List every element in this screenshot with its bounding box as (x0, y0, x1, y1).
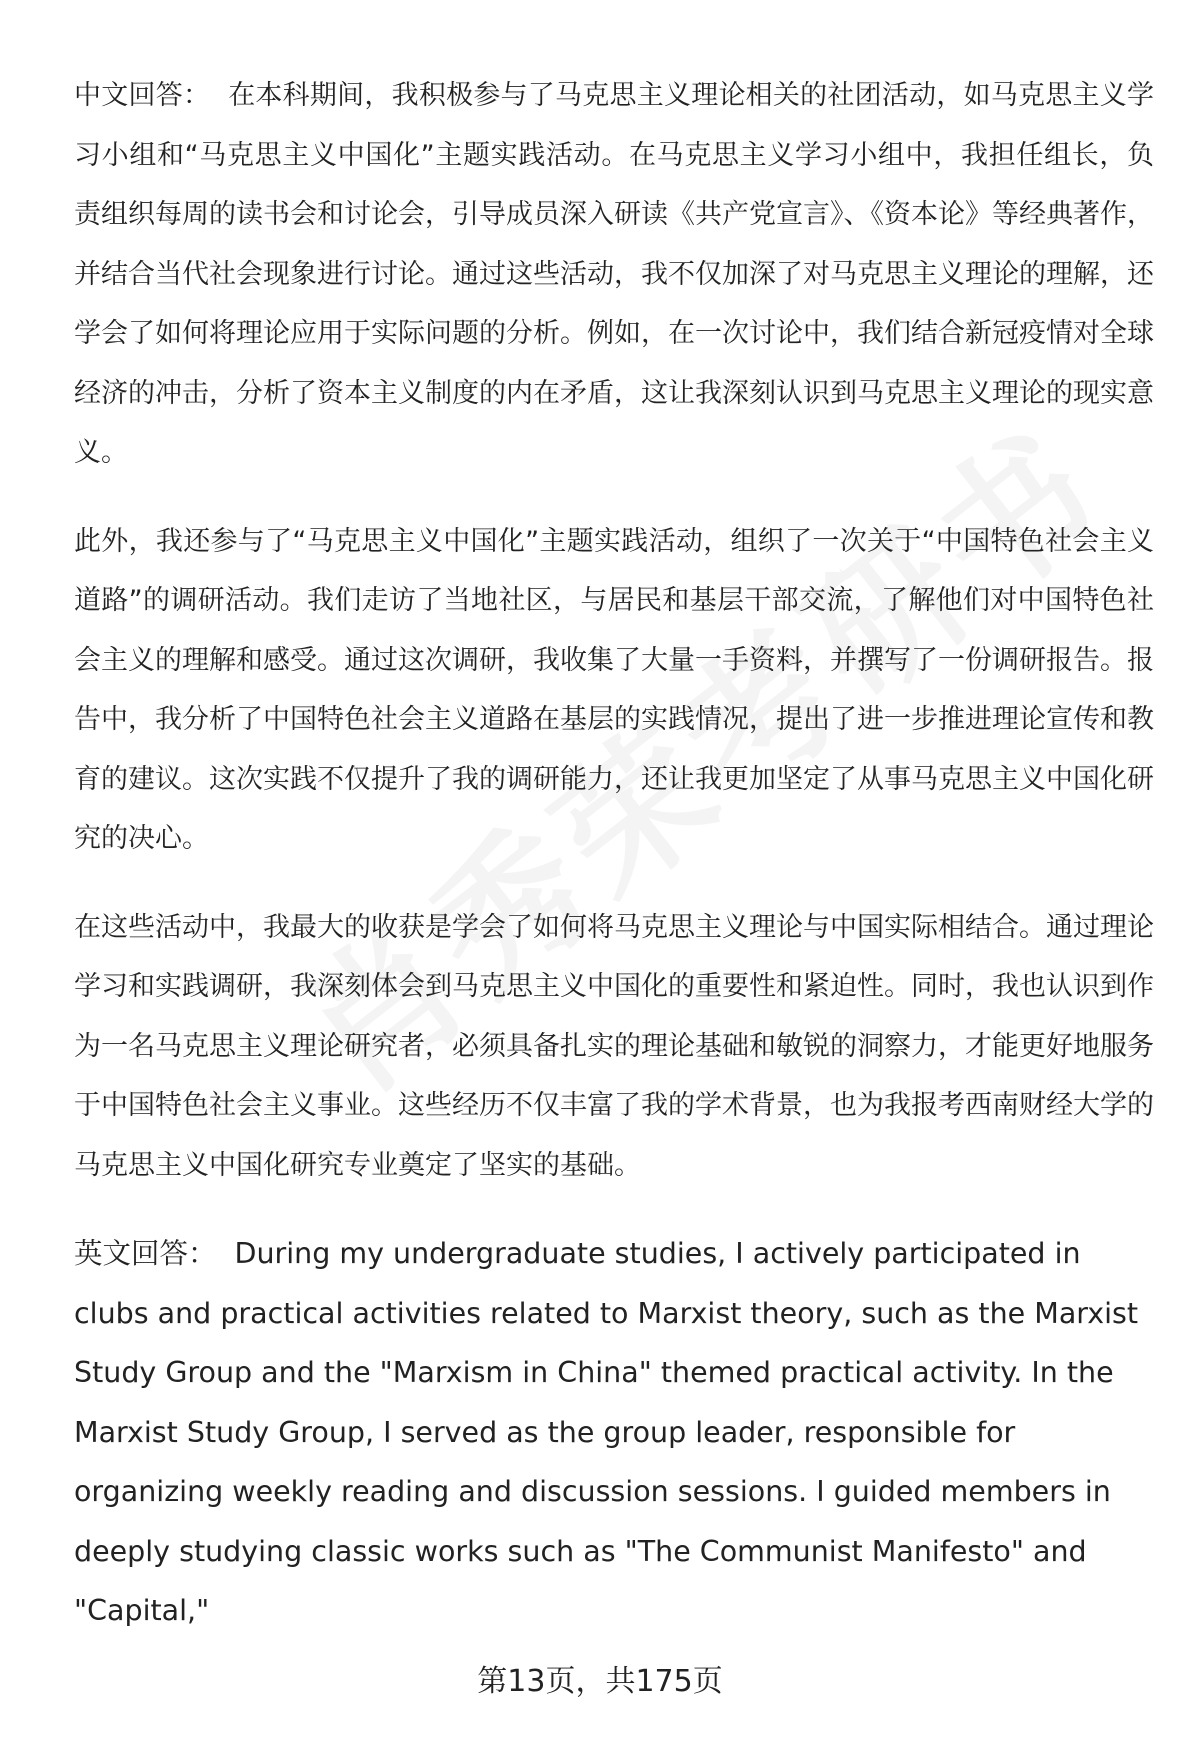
en-answer-text: During my undergraduate studies, I actively participated in clubs and practical activities related to Marxist theory, such as the Marxist Study Group and the "Marxism in China" themed practical activity. In the Marxist Study Group, I served as the group leader, responsible for organizing weekly reading and discussion sessions. I guided members in deeply studying classic works such as "The Communist Manifesto" and "Capital," (74, 1237, 1139, 1627)
zh-answer-paragraph-3: 在这些活动中，我最大的收获是学会了如何将马克思主义理论与中国实际相结合。通过理论学习和实践调研，我深刻体会到马克思主义中国化的重要性和紧迫性。同时，我也认识到作为一名马克思主义理论研究者，必须具备扎实的理论基础和敏锐的洞察力，才能更好地服务于中国特色社会主义事业。这些经历不仅丰富了我的学术背景，也为我报考西南财经大学的马克思主义中国化研究专业奠定了坚实的基础。 (74, 911, 1154, 1181)
en-answer-paragraph (74, 1224, 1154, 1641)
en-answer-label: 英文回答： (74, 1237, 217, 1270)
zh-answer-paragraph-1 (74, 66, 1154, 483)
page-number-footer: 第13页，共175页 (477, 1664, 723, 1699)
zh-answer-label: 中文回答： (74, 80, 211, 111)
zh-answer-text-1: 在本科期间，我积极参与了马克思主义理论相关的社团活动，如马克思主义学习小组和“马克思主义中国化”主题实践活动。在马克思主义学习小组中，我担任组长，负责组织每周的读书会和讨论会，引导成员深入研读《共产党宣言》、《资本论》等经典著作，并结合当代社会现象进行讨论。通过这些活动，我不仅加深了对马克思主义理论的理解，还学会了如何将理论应用于实际问题的分析。例如，在一次讨论中，我们结合新冠疫情对全球经济的冲击，分析了资本主义制度的内在矛盾，这让我深刻认识到马克思主义理论的现实意义。 (74, 80, 1155, 468)
zh-answer-paragraph-2: 此外，我还参与了“马克思主义中国化”主题实践活动，组织了一次关于“中国特色社会主义道路”的调研活动。我们走访了当地社区，与居民和基层干部交流，了解他们对中国特色社会主义的理解和感受。通过这次调研，我收集了大量一手资料，并撰写了一份调研报告。报告中，我分析了中国特色社会主义道路在基层的实践情况，提出了进一步推进理论宣传和教育的建议。这次实践不仅提升了我的调研能力，还让我更加坚定了从事马克思主义中国化研究的决心。 (74, 525, 1154, 854)
page-content (74, 66, 1154, 1670)
